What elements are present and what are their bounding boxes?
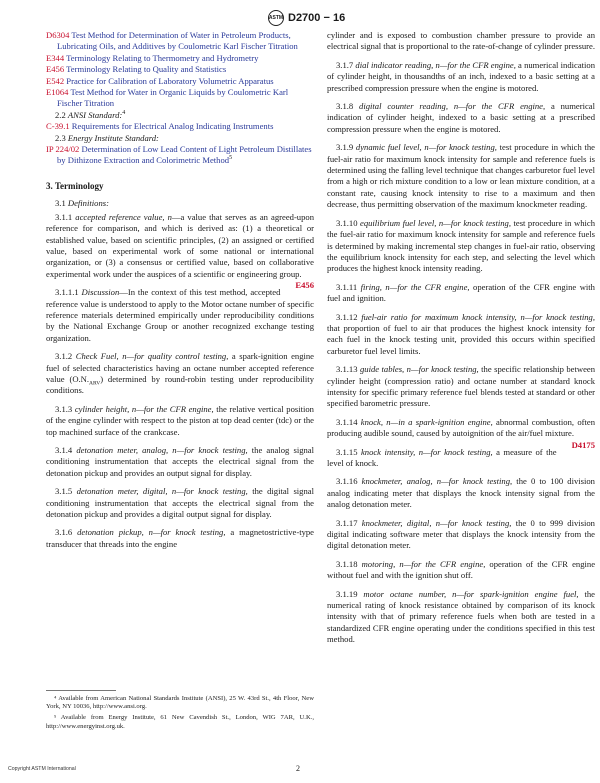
right-column <box>327 30 595 646</box>
definition-body: , a numerical indication of cylinder height, in thousandths of an inch, indexed to a basic setting at a prescribed compression pressure when the engine is motored. <box>327 59 596 93</box>
footnote: ⁵ Available from Energy Institute, 61 New Cavendish St., London, WIG 7AR, U.K., http://www.energyinst.org.uk. <box>46 714 314 730</box>
definition-term: knockmeter, digital, n—for knock testing <box>361 517 510 528</box>
section-label: ANSI Standard: <box>67 109 123 120</box>
definition-number: 3.1.1.1 <box>55 287 82 298</box>
logo-text: ASTM <box>268 15 284 21</box>
definition-body: , a spark-ignition engine fuel of selected characteristics having an octane number accepted reference value (O.N. <box>46 351 314 384</box>
definition-paragraph <box>327 559 595 582</box>
definition-paragraph <box>327 312 595 358</box>
citation-link[interactable]: E456 <box>295 280 314 291</box>
left-column <box>46 30 314 550</box>
definition-number: 3.1.10 <box>336 217 360 228</box>
reference-item[interactable] <box>46 76 314 87</box>
copyright-notice: Copyright ASTM International <box>8 766 76 772</box>
reference-code[interactable]: E1064 <box>46 87 69 98</box>
definition-term: equilibrium fuel level, n—for knock testing <box>360 217 509 228</box>
section-label: Definitions: <box>67 198 109 209</box>
definition-body: , the relative vertical position of the engine cylinder with respect to the piston at top dead center (tdc) or the top machined surface of the crankcase. <box>46 403 314 437</box>
definition-number: 3.1.17 <box>336 517 362 528</box>
definition-term: accepted reference value, n <box>75 211 172 222</box>
definition-term: fuel-air ratio for maximum knock intensity, n—for knock testing <box>361 311 593 322</box>
definition-term: knock, n—in a spark-ignition engine <box>360 416 491 427</box>
footnote-ref: 4 <box>122 109 126 116</box>
definition-term: knock intensity, n—for knock testing <box>360 446 491 457</box>
definition-number: 3.1.14 <box>336 416 361 427</box>
footnote-divider <box>46 690 116 691</box>
reference-item[interactable] <box>46 53 314 64</box>
reference-item[interactable] <box>46 30 314 53</box>
definition-body: , the numerical rating of knock resistance obtained by comparison of its knock intensity with that of primary reference fuels when both are tested in a standardized CFR engine operating under the conditions specified in this test method. <box>327 588 595 645</box>
definition-body: , the 0 to 100 division analog indicating meter that displays the knock intensity signal from the analog detonation meter. <box>327 476 595 510</box>
footnotes <box>46 690 314 734</box>
definition-number: 3.1.16 <box>336 476 362 487</box>
definition-paragraph <box>327 60 595 94</box>
continued-paragraph <box>327 30 595 53</box>
ei-standard-heading <box>46 133 314 144</box>
definition-paragraph <box>327 282 595 305</box>
section-number: 2.2 <box>55 109 66 120</box>
definition-number: 3.1.18 <box>336 558 362 569</box>
reference-item[interactable] <box>46 121 314 132</box>
definition-paragraph <box>46 211 314 291</box>
definition-number: 3.1.12 <box>336 311 362 322</box>
definition-paragraph <box>327 142 595 210</box>
definition-number: 3.1.9 <box>336 142 356 153</box>
section-number: 2.3 <box>55 132 66 143</box>
definition-paragraph <box>327 518 595 552</box>
definition-number: 3.1.2 <box>55 351 76 362</box>
section-heading: 3. Terminology <box>46 180 104 191</box>
reference-title[interactable]: Terminology Relating to Quality and Statistics <box>66 64 227 75</box>
definition-body: cylinder and is exposed to combustion chamber pressure to provide an electrical signal that is proportional to the rate-of-change of cylinder pressure. <box>327 30 595 52</box>
subscript: ARV <box>89 380 101 387</box>
reference-title[interactable]: Practice for Calibration of Laboratory Volumetric Apparatus <box>66 75 274 86</box>
section-number: 3.1 <box>55 198 68 209</box>
definition-paragraph <box>327 476 595 510</box>
definition-number: 3.1.19 <box>336 588 364 599</box>
definition-number: 3.1.6 <box>55 527 78 538</box>
definition-term: motoring, n—for the CFR engine <box>361 558 484 569</box>
discussion-paragraph <box>46 287 314 344</box>
definition-term: dial indicator reading, n—for the CFR engine <box>355 59 514 70</box>
page-number: 2 <box>296 764 300 773</box>
reference-item[interactable] <box>46 144 314 167</box>
reference-code[interactable]: E542 <box>46 75 65 86</box>
definition-body: , the 0 to 999 division digital indicating software meter that displays the knock intensity from the digital detonation meter. <box>327 517 595 551</box>
definition-paragraph <box>46 404 314 438</box>
definition-paragraph <box>327 447 595 470</box>
definition-body: , operation of the CFR engine without fuel and with the ignition shut off. <box>327 558 596 581</box>
definition-paragraph <box>327 218 595 275</box>
definition-term: motor octane number, n—for spark-ignition engine fuel <box>363 588 577 599</box>
reference-code[interactable]: E344 <box>46 52 65 63</box>
definition-term: knockmeter, analog, n—for knock testing <box>361 476 510 487</box>
subsection-definitions <box>46 198 314 209</box>
definition-body: , a magnetostrictive-type transducer that threads into the engine <box>46 527 314 549</box>
definition-number: 3.1.1 <box>55 211 76 222</box>
definition-paragraph <box>327 416 595 450</box>
definition-paragraph <box>327 589 595 646</box>
definition-paragraph <box>46 527 314 550</box>
footnote-ref: 5 <box>229 155 233 162</box>
definition-paragraph <box>46 351 314 397</box>
definition-term: firing, n—for the CFR engine <box>360 281 468 292</box>
definition-body: , test procedure in which the fuel-air ratio for maximum knock intensity for sample and reference fuels is determined using the falling level technique that changes carburetor fuel level from a high or rich mixture condition to a low or lean mixture condition, at a constant rate, causing knock intensity to rise to a maximum and then decrease, thus permitting observation of the maximum knockmeter reading. <box>327 142 595 210</box>
definition-paragraph <box>327 364 595 410</box>
definition-number: 3.1.11 <box>336 281 361 292</box>
definition-paragraph <box>46 445 314 479</box>
definition-term: cylinder height, n—for the CFR engine <box>74 403 212 414</box>
definition-body: , a measure of the level of knock. <box>327 446 557 468</box>
definition-paragraph <box>46 486 314 520</box>
definition-term: detonation meter, digital, n—for knock testing <box>76 486 246 497</box>
definition-term: Discussion <box>81 287 120 298</box>
definition-term: dynamic fuel level, n—for knock testing <box>355 142 495 153</box>
footnote: ⁴ Available from American National Standards Institute (ANSI), 25 W. 43rd St., 4th Floor, New York, NY 10036, http://www.ansi.org. <box>46 695 314 711</box>
standard-designation: D2700 − 16 <box>288 12 346 24</box>
definition-term: detonation meter, analog, n—for knock testing <box>76 445 246 455</box>
definition-number: 3.1.4 <box>55 445 77 455</box>
reference-title[interactable]: Determination of Low Lead Content of Light Petroleum Distillates by Dithizone Extraction and Colorimetric Method <box>57 144 312 166</box>
reference-title[interactable]: Terminology Relating to Thermometry and Hydrometry <box>66 52 259 63</box>
definition-number: 3.1.5 <box>55 486 77 497</box>
reference-code[interactable]: IP 224/02 <box>46 144 80 155</box>
ansi-standard-heading <box>46 110 314 121</box>
definition-body: , operation of the CFR engine with fuel and ignition. <box>327 281 595 304</box>
reference-code[interactable]: E456 <box>46 64 65 75</box>
definition-body: , that proportion of fuel to air that produces the highest knock intensity for each fuel in the knock testing unit, provided this occurs within specified carburetor fuel level limits. <box>327 311 595 356</box>
definition-body: —a value that serves as an agreed-upon reference for comparison, and which is derived as: (1) a theoretical or established value, based on scientific principles, (2) an assigned or certified value, based on experimental work of some national or international organization, or (3) a consensus or certified value, based on collaborative experimental work under the auspices of a scientific or engineering group. <box>46 211 314 279</box>
definition-body: , the digital signal conditioning instrumentation that accepts the electrical signal from the detonation pickup and provides a digital output signal for display. <box>46 486 314 520</box>
citation-link[interactable]: D4175 <box>571 439 595 450</box>
definition-body: ) determined by round-robin testing under reproducibility conditions. <box>46 373 314 396</box>
section-label: Energy Institute Standard: <box>67 132 159 143</box>
definition-body: , the analog signal conditioning instrumentation that accepts the electrical signal from the detonation pickup and provides an output signal for display. <box>46 445 315 478</box>
astm-logo <box>268 10 284 26</box>
definition-body: , test procedure in which the fuel-air ratio for maximum knock intensity for sample and reference fuels is determined by making incremental step changes in fuel-air ratio, observing the equilibrium knock intensity for each step, and selecting the level which produces the highest knock intensity reading. <box>327 217 595 274</box>
definition-paragraph <box>327 101 595 135</box>
definition-number: 3.1.7 <box>336 59 356 70</box>
definition-body: , a numerical indication of cylinder height, indexed to a basic setting at a prescribed compression pressure when the engine is motored. <box>327 101 595 134</box>
definition-term: Check Fuel, n—for quality control testing <box>75 351 227 362</box>
reference-title[interactable]: Test Method for Determination of Water in Petroleum Products, Lubricating Oils, and Additives by Coulometric Karl Fischer Titration <box>57 30 298 52</box>
reference-code[interactable]: D6304 <box>46 30 70 40</box>
reference-title[interactable]: Requirements for Electrical Analog Indicating Instruments <box>71 121 274 132</box>
reference-item[interactable] <box>46 87 314 110</box>
definition-number: 3.1.8 <box>336 101 360 112</box>
reference-title[interactable]: Test Method for Water in Organic Liquids by Coulometric Karl Fischer Titration <box>57 87 289 109</box>
definition-body: , the specific relationship between cylinder height (compression ratio) and octane number at standard knock intensity for specific primary reference fuel blends tested at standard or other specified barometric pressure. <box>327 364 595 409</box>
definition-body: —In the context of this test method, accepted reference value is understood to apply to the Motor octane number of specific reference materials determined empirically under reproducibility conditions by the National Exchange Group or another recognized exchange testing organization. <box>46 287 314 343</box>
definition-term: detonation pickup, n—for knock testing <box>77 527 224 538</box>
definition-number: 3.1.3 <box>55 403 75 414</box>
definition-term: digital counter reading, n—for the CFR engine <box>359 101 543 112</box>
reference-item[interactable] <box>46 64 314 75</box>
page-header <box>0 8 600 28</box>
definition-term: guide tables, n—for knock testing <box>359 364 477 375</box>
reference-code[interactable]: C-39.1 <box>46 121 70 132</box>
definition-number: 3.1.13 <box>336 364 360 375</box>
definition-body: , abnormal combustion, often producing audible sound, caused by autoignition of the air/fuel mixture. <box>327 416 595 439</box>
definition-number: 3.1.15 <box>336 446 361 457</box>
